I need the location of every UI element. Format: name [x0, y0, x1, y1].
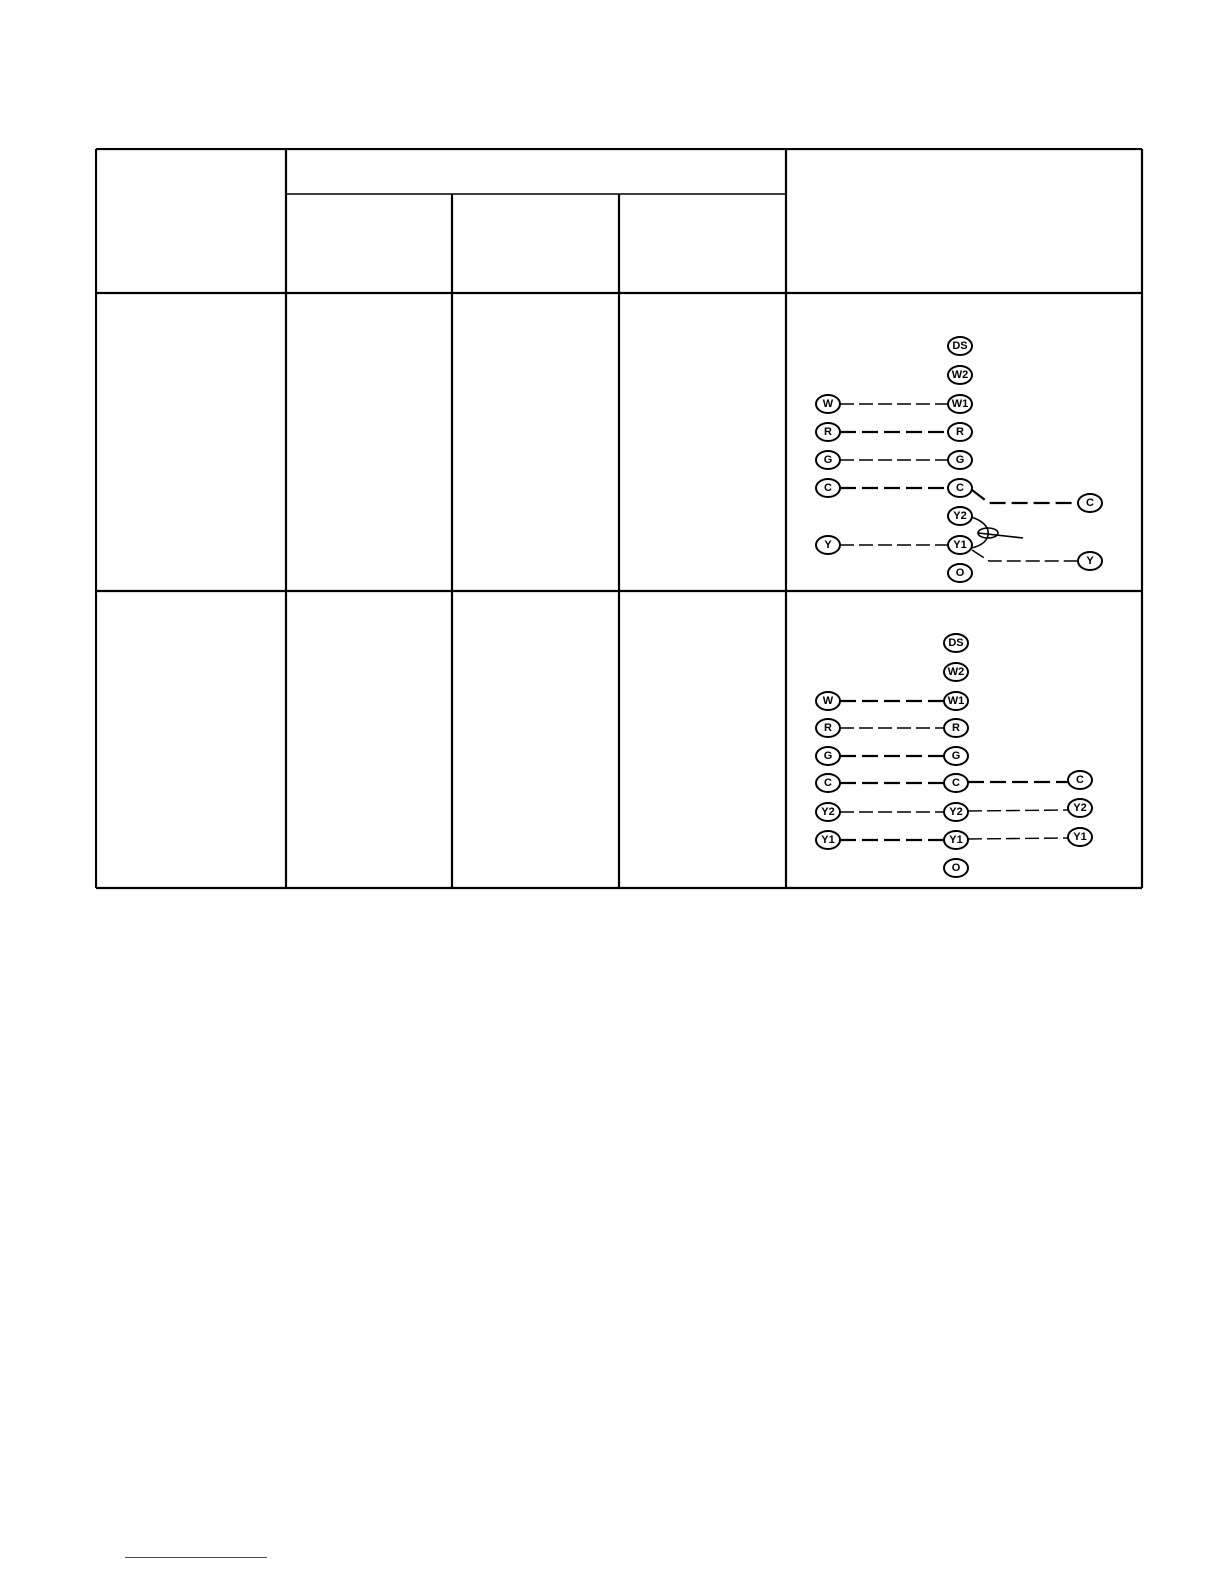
terminal-label: Y1: [949, 834, 963, 846]
terminal-label: DS: [952, 340, 968, 352]
terminal: [948, 451, 972, 469]
left-terminals: [816, 692, 840, 849]
wire-c-right: [972, 490, 1078, 503]
terminal: [1078, 494, 1102, 512]
terminal: [944, 859, 968, 877]
terminal: [816, 692, 840, 710]
terminal: [816, 719, 840, 737]
terminal-label: Y: [824, 539, 832, 551]
terminal-label: O: [951, 862, 961, 874]
terminal: [816, 395, 840, 413]
terminal: [948, 423, 972, 441]
terminal-label: Y2: [821, 806, 835, 818]
terminal-label: Y: [1086, 555, 1094, 567]
terminal: [948, 536, 972, 554]
terminal-label: Y1: [1073, 831, 1087, 843]
terminal-label: R: [824, 722, 832, 734]
terminal-label: W: [822, 695, 834, 707]
terminal-label: G: [955, 454, 965, 466]
terminal-label: W1: [947, 695, 965, 707]
terminal: [948, 564, 972, 582]
wiring-diagram-row-2: [816, 634, 1092, 877]
terminal: [944, 774, 968, 792]
terminal: [944, 634, 968, 652]
terminal-label: Y1: [821, 834, 835, 846]
terminal: [1068, 828, 1092, 846]
terminal-label: O: [955, 567, 965, 579]
terminal: [944, 719, 968, 737]
terminal-label: Y2: [953, 510, 967, 522]
terminal-label: G: [951, 750, 961, 762]
terminal: [816, 479, 840, 497]
center-terminals: [948, 337, 972, 582]
footnote-separator: [125, 1557, 267, 1558]
terminal: [948, 337, 972, 355]
terminal: [816, 536, 840, 554]
terminal: [1078, 552, 1102, 570]
right-terminals: [1078, 494, 1102, 570]
terminal-label: C: [956, 482, 964, 494]
terminal-label: G: [823, 750, 833, 762]
terminal-label: W: [822, 398, 834, 410]
terminal-label: W2: [951, 369, 969, 381]
terminal: [944, 663, 968, 681]
terminal-label: C: [824, 482, 832, 494]
terminal: [944, 803, 968, 821]
terminal: [948, 479, 972, 497]
terminal-label: DS: [948, 637, 964, 649]
terminal-label: R: [952, 722, 960, 734]
terminal: [944, 747, 968, 765]
terminal-label: C: [1076, 774, 1084, 786]
terminal-label: C: [1086, 497, 1094, 509]
right-terminals: [1068, 771, 1092, 846]
wire-y1-right: [972, 550, 1078, 561]
terminal-label: Y2: [1073, 802, 1087, 814]
terminal-label: Y1: [953, 539, 967, 551]
terminal-label: R: [956, 426, 964, 438]
left-terminals: [816, 395, 840, 554]
terminal: [948, 395, 972, 413]
terminal: [816, 774, 840, 792]
terminal-label: G: [823, 454, 833, 466]
terminal-label: W1: [951, 398, 969, 410]
terminal: [816, 451, 840, 469]
terminal: [816, 831, 840, 849]
terminal: [1068, 799, 1092, 817]
terminal-label: Y2: [949, 806, 963, 818]
wire-y1-right: [968, 838, 1068, 839]
terminal: [1068, 771, 1092, 789]
wiring-diagram-row-1: [816, 337, 1102, 582]
terminal: [948, 366, 972, 384]
terminal: [816, 423, 840, 441]
terminal-label: R: [824, 426, 832, 438]
terminal: [944, 831, 968, 849]
terminal: [816, 803, 840, 821]
terminal: [944, 692, 968, 710]
terminal-label: C: [952, 777, 960, 789]
terminal: [816, 747, 840, 765]
wire-y2-right: [968, 810, 1068, 811]
table-grid: [96, 149, 1142, 888]
terminal: [948, 507, 972, 525]
terminal-label: W2: [947, 666, 965, 678]
terminal-label: C: [824, 777, 832, 789]
center-terminals: [944, 634, 968, 877]
wiring-table: [95, 148, 1145, 893]
